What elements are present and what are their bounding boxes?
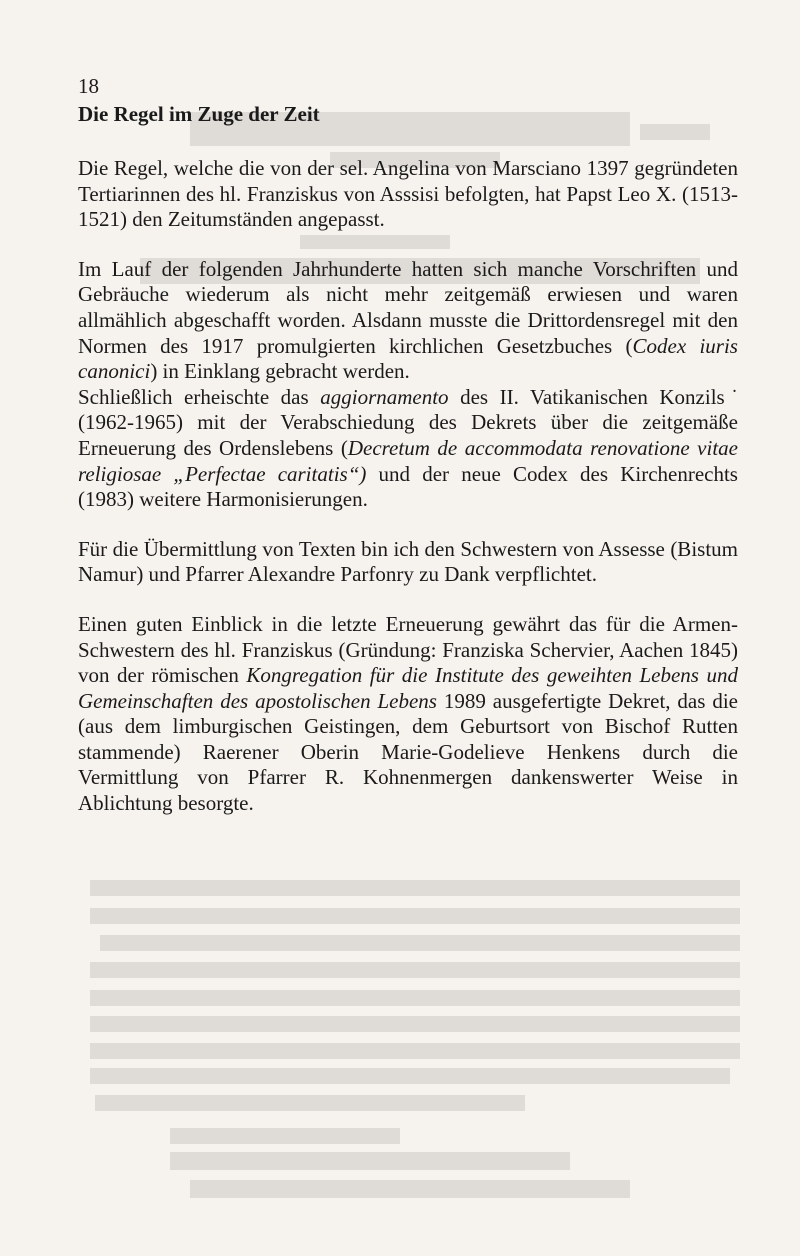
paragraph-renewal xyxy=(78,612,738,817)
congregation-name: Kongregation für die Institute des geweihten Lebens und Gemeinschaften des apostolischen Lebens xyxy=(78,663,738,713)
codex-title: Codex iuris canonici xyxy=(78,333,738,384)
paragraph-thanks: Für die Übermittlung von Texten bin ich den Schwestern von Assesse (Bistum Namur) und Pfarrer Alexandre Parfonry zu Dank verpflichtet. xyxy=(78,536,738,587)
paragraph-centuries-text: Im Lauf der folgenden Jahrhunderte hatten sich manche Vorschriften und Gebräuche wiederum als nicht mehr zeitgemäß erwiesen und waren allmählich abgeschafft worden. Alsdann musste die Drittordensregel mit den Normen des 1917 promulgierten kirchlichen Gesetzbuches ( xyxy=(78,256,738,358)
paragraph-aggiornamento-end: und der neue Codex des Kirchenrechts (1983) weitere Harmonisierungen. xyxy=(78,461,738,512)
paragraph-centuries xyxy=(78,257,738,385)
decree-title: Decretum de accommodata renovatione vitae religiosae „Perfectae caritatis“) xyxy=(78,435,738,486)
section-heading: Die Regel im Zuge der Zeit xyxy=(78,102,320,126)
paragraph-renewal-text: Einen guten Einblick in die letzte Erneuerung gewährt das für die Armen-Schwestern des hl. Franziskus (Gründung: Franziska Schervier, Aachen 1845) von der römischen xyxy=(78,611,738,688)
paragraph-aggiornamento xyxy=(78,385,738,513)
page-content xyxy=(78,72,738,841)
paragraph-renewal-end: 1989 ausgefertigte Dekret, das die (aus dem limburgischen Geistingen, dem Geburtsort von Bischof Rutten stammende) Raerener Oberin Marie-Godelieve Henkens durch die Vermittlung von Pfarrer R. Kohnenmergen dankenswerter Weise in Ablichtung besorgte. xyxy=(78,688,738,816)
paragraph-aggiornamento-text: Schließlich erheischte das xyxy=(78,384,321,409)
paragraph-centuries-end: ) in Einklang gebracht werden. xyxy=(150,359,410,384)
paragraph-rule-origin: Die Regel, welche die von der sel. Angelina von Marsciano 1397 gegründeten Tertiarinnen des hl. Franziskus von Asssisi befolgten, hat Papst Leo X. (1513-1521) den Zeitumständen angepasst. xyxy=(78,156,738,232)
aggiornamento-term: aggiornamento xyxy=(320,384,449,409)
page-number: 18 xyxy=(78,74,99,98)
paragraph-aggiornamento-mid: des II. Vatikanischen Konzils˙ (1962-1965) mit der Verabschiedung des Dekrets über die zeitgemäße Erneuerung des Ordenslebens ( xyxy=(78,384,739,460)
